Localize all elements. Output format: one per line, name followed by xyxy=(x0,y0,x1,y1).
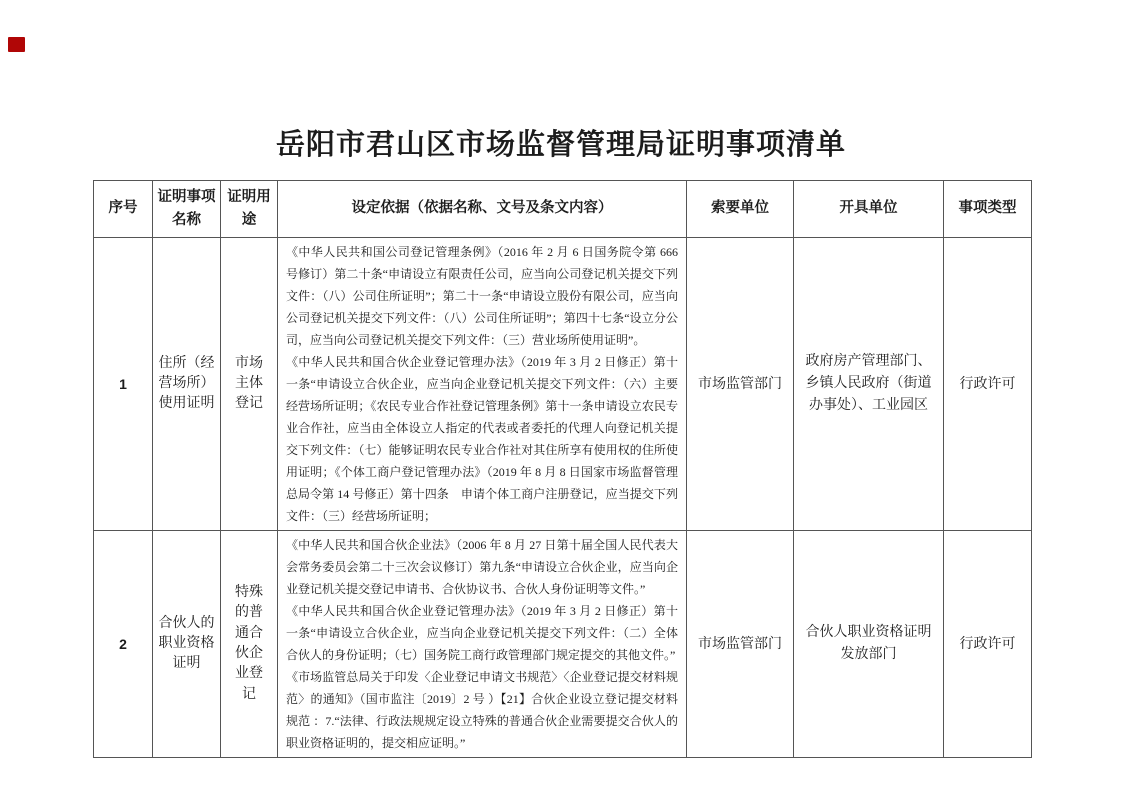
cell-issuing-unit: 合伙人职业资格证明发放部门 xyxy=(794,531,944,758)
basis-paragraph: 《中华人民共和国合伙企业法》（2006 年 8 月 27 日第十届全国人民代表大会常务委员会第二十三次会议修订）第九条“申请设立合伙企业，应当向企业登记机关提交登记申请书、合伙协议书、合伙人身份证明等文件。” xyxy=(286,538,678,596)
col-header-index: 序号 xyxy=(94,181,153,238)
cell-index: 1 xyxy=(94,238,153,531)
col-header-requesting-unit: 索要单位 xyxy=(687,181,794,238)
basis-paragraph: 《中华人民共和国公司登记管理条例》（2016 年 2 月 6 日国务院令第 666 号修订）第二十条“申请设立有限责任公司，应当向公司登记机关提交下列文件：（八）公司住所证明”；第二十一条“申请设立股份有限公司，应当向公司登记机关提交下列文件：（八）公司住所证明”；第四十七条“设立分公司，应当向公司登记机关提交下列文件：（三）营业场所使用证明”。 xyxy=(286,245,678,347)
table-header-row xyxy=(94,181,1032,238)
page-title: 岳阳市君山区市场监督管理局证明事项清单 xyxy=(275,129,846,161)
basis-paragraph: 《中华人民共和国合伙企业登记管理办法》（2019 年 3 月 2 日修正）第十一条“申请设立合伙企业，应当向企业登记机关提交下列文件：（二）全体合伙人的身份证明；（七）国务院工商行政管理部门规定提交的其他文件。” xyxy=(286,604,678,662)
table-row xyxy=(94,238,1032,531)
cell-requesting-unit: 市场监管部门 xyxy=(687,238,794,531)
basis-paragraph: 《市场监管总局关于印发〈企业登记申请文书规范〉〈企业登记提交材料规范〉的通知》（国市监注〔2019〕2 号 ）【21】合伙企业设立登记提交材料规范 ：7.“法律、行政法规规定设立特殊的普通合伙企业需要提交合伙人的职业资格证明的，提交相应证明。” xyxy=(286,670,678,750)
cell-issuing-unit: 政府房产管理部门、乡镇人民政府（街道办事处）、工业园区 xyxy=(794,238,944,531)
cell-requesting-unit: 市场监管部门 xyxy=(687,531,794,758)
cell-cert-name: 合伙人的职业资格证明 xyxy=(153,531,221,758)
col-header-basis: 设定依据（依据名称、文号及条文内容） xyxy=(278,181,687,238)
cell-index: 2 xyxy=(94,531,153,758)
cell-item-type: 行政许可 xyxy=(944,238,1032,531)
cell-cert-name: 住所（经营场所）使用证明 xyxy=(153,238,221,531)
table-row xyxy=(94,531,1032,758)
col-header-item-type: 事项类型 xyxy=(944,181,1032,238)
col-header-cert-name: 证明事项名称 xyxy=(153,181,221,238)
col-header-purpose: 证明用途 xyxy=(221,181,278,238)
cell-purpose: 市场主体登记 xyxy=(221,238,278,531)
cell-purpose: 特殊的普通合伙企业登记 xyxy=(221,531,278,758)
cell-item-type: 行政许可 xyxy=(944,531,1032,758)
red-marker-icon xyxy=(8,37,25,52)
cell-basis xyxy=(278,238,687,531)
certificate-items-table xyxy=(93,180,1032,758)
basis-paragraph: 《中华人民共和国合伙企业登记管理办法》（2019 年 3 月 2 日修正）第十一条“申请设立合伙企业，应当向企业登记机关提交下列文件：（六）主要经营场所证明；《农民专业合作社登记管理条例》第十一条申请设立农民专业合作社，应当由全体设立人指定的代表或者委托的代理人向登记机关提交下列文件：（七）能够证明农民专业合作社对其住所享有使用权的住所使用证明；《个体工商户登记管理办法》（2019 年 8 月 8 日国家市场监督管理总局令第 14 号修正）第十四条 申请个体工商户注册登记，应当提交下列文件：（三）经营场所证明； xyxy=(286,355,678,523)
cell-basis xyxy=(278,531,687,758)
col-header-issuing-unit: 开具单位 xyxy=(794,181,944,238)
